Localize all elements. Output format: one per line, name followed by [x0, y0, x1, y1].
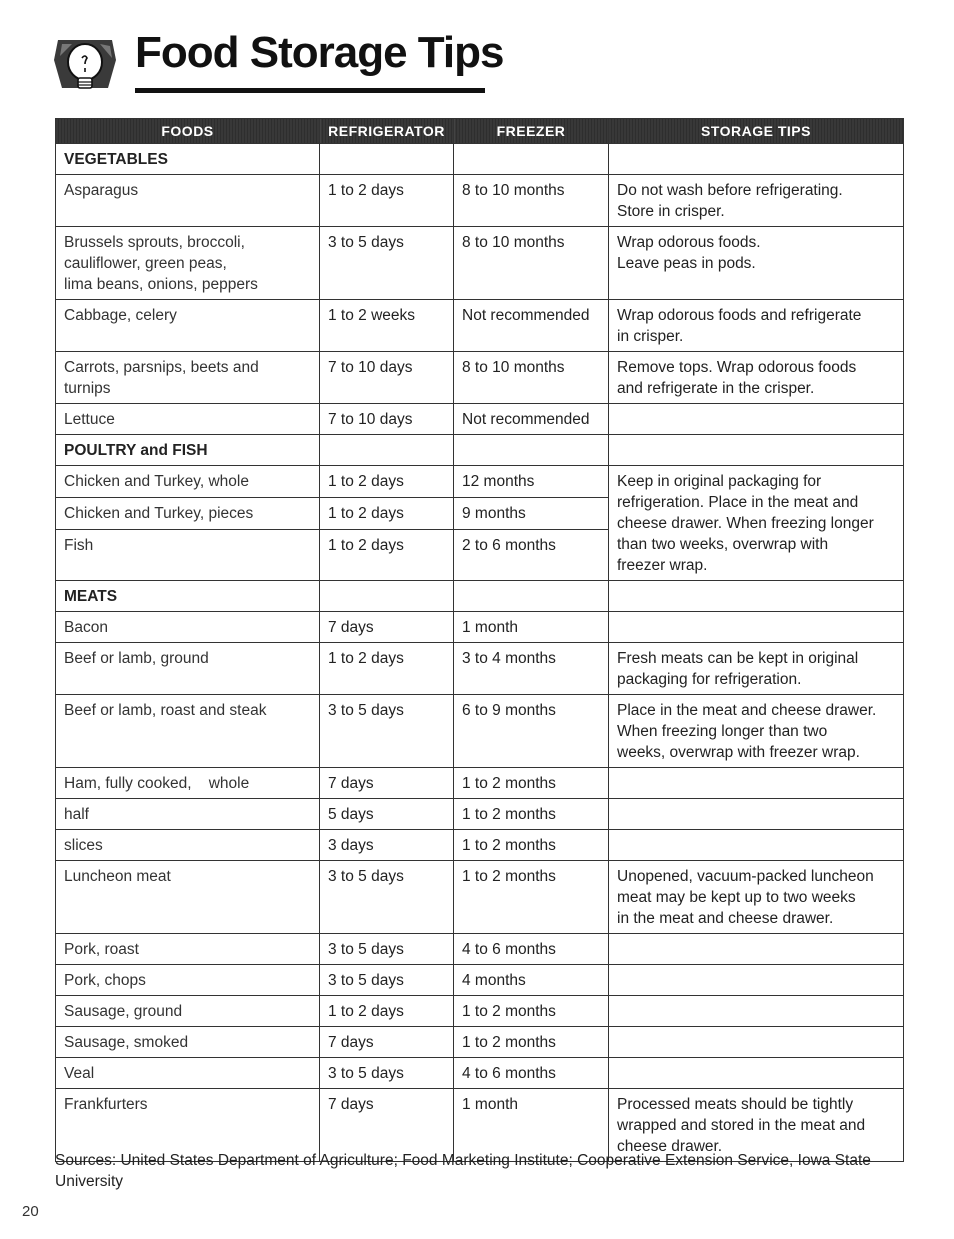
- table-row: [56, 1058, 904, 1089]
- table-row: [56, 830, 904, 861]
- refrigerator-time: 7 days: [320, 1027, 454, 1058]
- table-row: [56, 768, 904, 799]
- refrigerator-time: 7 days: [320, 612, 454, 643]
- freezer-time: 1 to 2 months: [454, 1027, 609, 1058]
- table-row: [56, 404, 904, 435]
- storage-tip: Fresh meats can be kept in original packaging for refrigeration.: [609, 643, 904, 695]
- food-name: Pork, roast: [56, 934, 320, 965]
- header-row: [56, 119, 904, 144]
- food-name: Fish: [56, 530, 320, 581]
- refrigerator-time: 1 to 2 days: [320, 643, 454, 695]
- storage-tip: [609, 996, 904, 1027]
- table-row: [56, 612, 904, 643]
- freezer-time: 1 to 2 months: [454, 768, 609, 799]
- food-name: Sausage, smoked: [56, 1027, 320, 1058]
- storage-tip: Remove tops. Wrap odorous foods and refrigerate in the crisper.: [609, 352, 904, 404]
- freezer-time: 8 to 10 months: [454, 175, 609, 227]
- storage-tip: [609, 1027, 904, 1058]
- freezer-time: 1 to 2 months: [454, 996, 609, 1027]
- food-name: half: [56, 799, 320, 830]
- table-row: [56, 466, 904, 498]
- page-header: [50, 26, 504, 98]
- title-underline: [135, 88, 485, 93]
- storage-tip: [609, 1058, 904, 1089]
- storage-tip: Do not wash before refrigerating. Store in crisper.: [609, 175, 904, 227]
- refrigerator-time: 1 to 2 weeks: [320, 300, 454, 352]
- table-row: [56, 643, 904, 695]
- refrigerator-time: 7 to 10 days: [320, 352, 454, 404]
- freezer-time: 6 to 9 months: [454, 695, 609, 768]
- refrigerator-time: 1 to 2 days: [320, 498, 454, 530]
- storage-tip: Place in the meat and cheese drawer. When freezing longer than two weeks, overwrap with freezer wrap.: [609, 695, 904, 768]
- category-label: VEGETABLES: [56, 144, 320, 175]
- header-foods: FOODS: [56, 119, 320, 144]
- table-row: [56, 352, 904, 404]
- freezer-time: Not recommended: [454, 404, 609, 435]
- header-storage-tips: STORAGE TIPS: [609, 119, 904, 144]
- freezer-time: 9 months: [454, 498, 609, 530]
- storage-tip: [609, 768, 904, 799]
- refrigerator-time: 3 to 5 days: [320, 934, 454, 965]
- table-row: [56, 934, 904, 965]
- table-row: [56, 965, 904, 996]
- food-name: Cabbage, celery: [56, 300, 320, 352]
- food-name-main: Ham, fully cooked,: [64, 775, 192, 792]
- freezer-time: 2 to 6 months: [454, 530, 609, 581]
- storage-tip: [609, 965, 904, 996]
- header-freezer: FREEZER: [454, 119, 609, 144]
- food-name: Beef or lamb, ground: [56, 643, 320, 695]
- refrigerator-time: 3 to 5 days: [320, 695, 454, 768]
- freezer-time: 1 to 2 months: [454, 830, 609, 861]
- refrigerator-time: 3 to 5 days: [320, 861, 454, 934]
- freezer-time: 8 to 10 months: [454, 227, 609, 300]
- freezer-time: 1 to 2 months: [454, 799, 609, 830]
- refrigerator-time: 1 to 2 days: [320, 466, 454, 498]
- page-number: 20: [22, 1203, 39, 1220]
- food-name: Chicken and Turkey, whole: [56, 466, 320, 498]
- storage-tip: [609, 830, 904, 861]
- refrigerator-time: 3 days: [320, 830, 454, 861]
- freezer-time: 1 month: [454, 1089, 609, 1162]
- freezer-time: 4 months: [454, 965, 609, 996]
- storage-tip: Unopened, vacuum-packed luncheon meat may be kept up to two weeks in the meat and cheese drawer.: [609, 861, 904, 934]
- table-row: [56, 799, 904, 830]
- food-name: Beef or lamb, roast and steak: [56, 695, 320, 768]
- refrigerator-time: 5 days: [320, 799, 454, 830]
- freezer-time: 8 to 10 months: [454, 352, 609, 404]
- food-storage-table: [55, 118, 904, 1162]
- refrigerator-time: 3 to 5 days: [320, 227, 454, 300]
- food-name-variant: whole: [208, 775, 250, 792]
- table-row: [56, 300, 904, 352]
- sources-note: Sources: United States Department of Agriculture; Food Marketing Institute; Cooperative Extension Service, Iowa State University: [55, 1152, 871, 1190]
- freezer-time: 4 to 6 months: [454, 934, 609, 965]
- table-row: [56, 175, 904, 227]
- storage-tip: Wrap odorous foods. Leave peas in pods.: [609, 227, 904, 300]
- lightbulb-icon: [50, 34, 120, 98]
- refrigerator-time: 3 to 5 days: [320, 1058, 454, 1089]
- food-name: Bacon: [56, 612, 320, 643]
- freezer-time: Not recommended: [454, 300, 609, 352]
- storage-tip: Keep in original packaging for refrigeration. Place in the meat and cheese drawer. When freezing longer than two weeks, overwrap with freezer wrap.: [609, 466, 904, 581]
- freezer-time: 12 months: [454, 466, 609, 498]
- food-name: Frankfurters: [56, 1089, 320, 1162]
- food-name: Asparagus: [56, 175, 320, 227]
- category-label: MEATS: [56, 581, 320, 612]
- food-name: slices: [56, 830, 320, 861]
- storage-tip: Processed meats should be tightly wrapped and stored in the meat and cheese drawer.: [609, 1089, 904, 1162]
- food-name: [56, 768, 320, 799]
- freezer-time: 1 month: [454, 612, 609, 643]
- category-row-vegetables: [56, 144, 904, 175]
- freezer-time: 4 to 6 months: [454, 1058, 609, 1089]
- food-name: Lettuce: [56, 404, 320, 435]
- header-refrigerator: REFRIGERATOR: [320, 119, 454, 144]
- food-name: Brussels sprouts, broccoli, cauliflower, green peas, lima beans, onions, peppers: [56, 227, 320, 300]
- food-name: Veal: [56, 1058, 320, 1089]
- refrigerator-time: 7 days: [320, 768, 454, 799]
- table-row: [56, 695, 904, 768]
- storage-tip: [609, 404, 904, 435]
- refrigerator-time: 7 days: [320, 1089, 454, 1162]
- freezer-time: 1 to 2 months: [454, 861, 609, 934]
- category-label: POULTRY and FISH: [56, 435, 320, 466]
- storage-tip: Wrap odorous foods and refrigerate in crisper.: [609, 300, 904, 352]
- freezer-time: 3 to 4 months: [454, 643, 609, 695]
- food-name: Chicken and Turkey, pieces: [56, 498, 320, 530]
- page-title: Food Storage Tips: [135, 28, 504, 77]
- table-row: [56, 1027, 904, 1058]
- table-row: [56, 996, 904, 1027]
- refrigerator-time: 1 to 2 days: [320, 175, 454, 227]
- refrigerator-time: 1 to 2 days: [320, 530, 454, 581]
- storage-tip: [609, 799, 904, 830]
- table-row: [56, 861, 904, 934]
- food-name: Pork, chops: [56, 965, 320, 996]
- category-row-meats: [56, 581, 904, 612]
- food-name: Sausage, ground: [56, 996, 320, 1027]
- refrigerator-time: 3 to 5 days: [320, 965, 454, 996]
- food-name: Luncheon meat: [56, 861, 320, 934]
- food-name: Carrots, parsnips, beets and turnips: [56, 352, 320, 404]
- refrigerator-time: 7 to 10 days: [320, 404, 454, 435]
- category-row-poultry-fish: [56, 435, 904, 466]
- storage-tip: [609, 612, 904, 643]
- refrigerator-time: 1 to 2 days: [320, 996, 454, 1027]
- storage-tip: [609, 934, 904, 965]
- table-row: [56, 227, 904, 300]
